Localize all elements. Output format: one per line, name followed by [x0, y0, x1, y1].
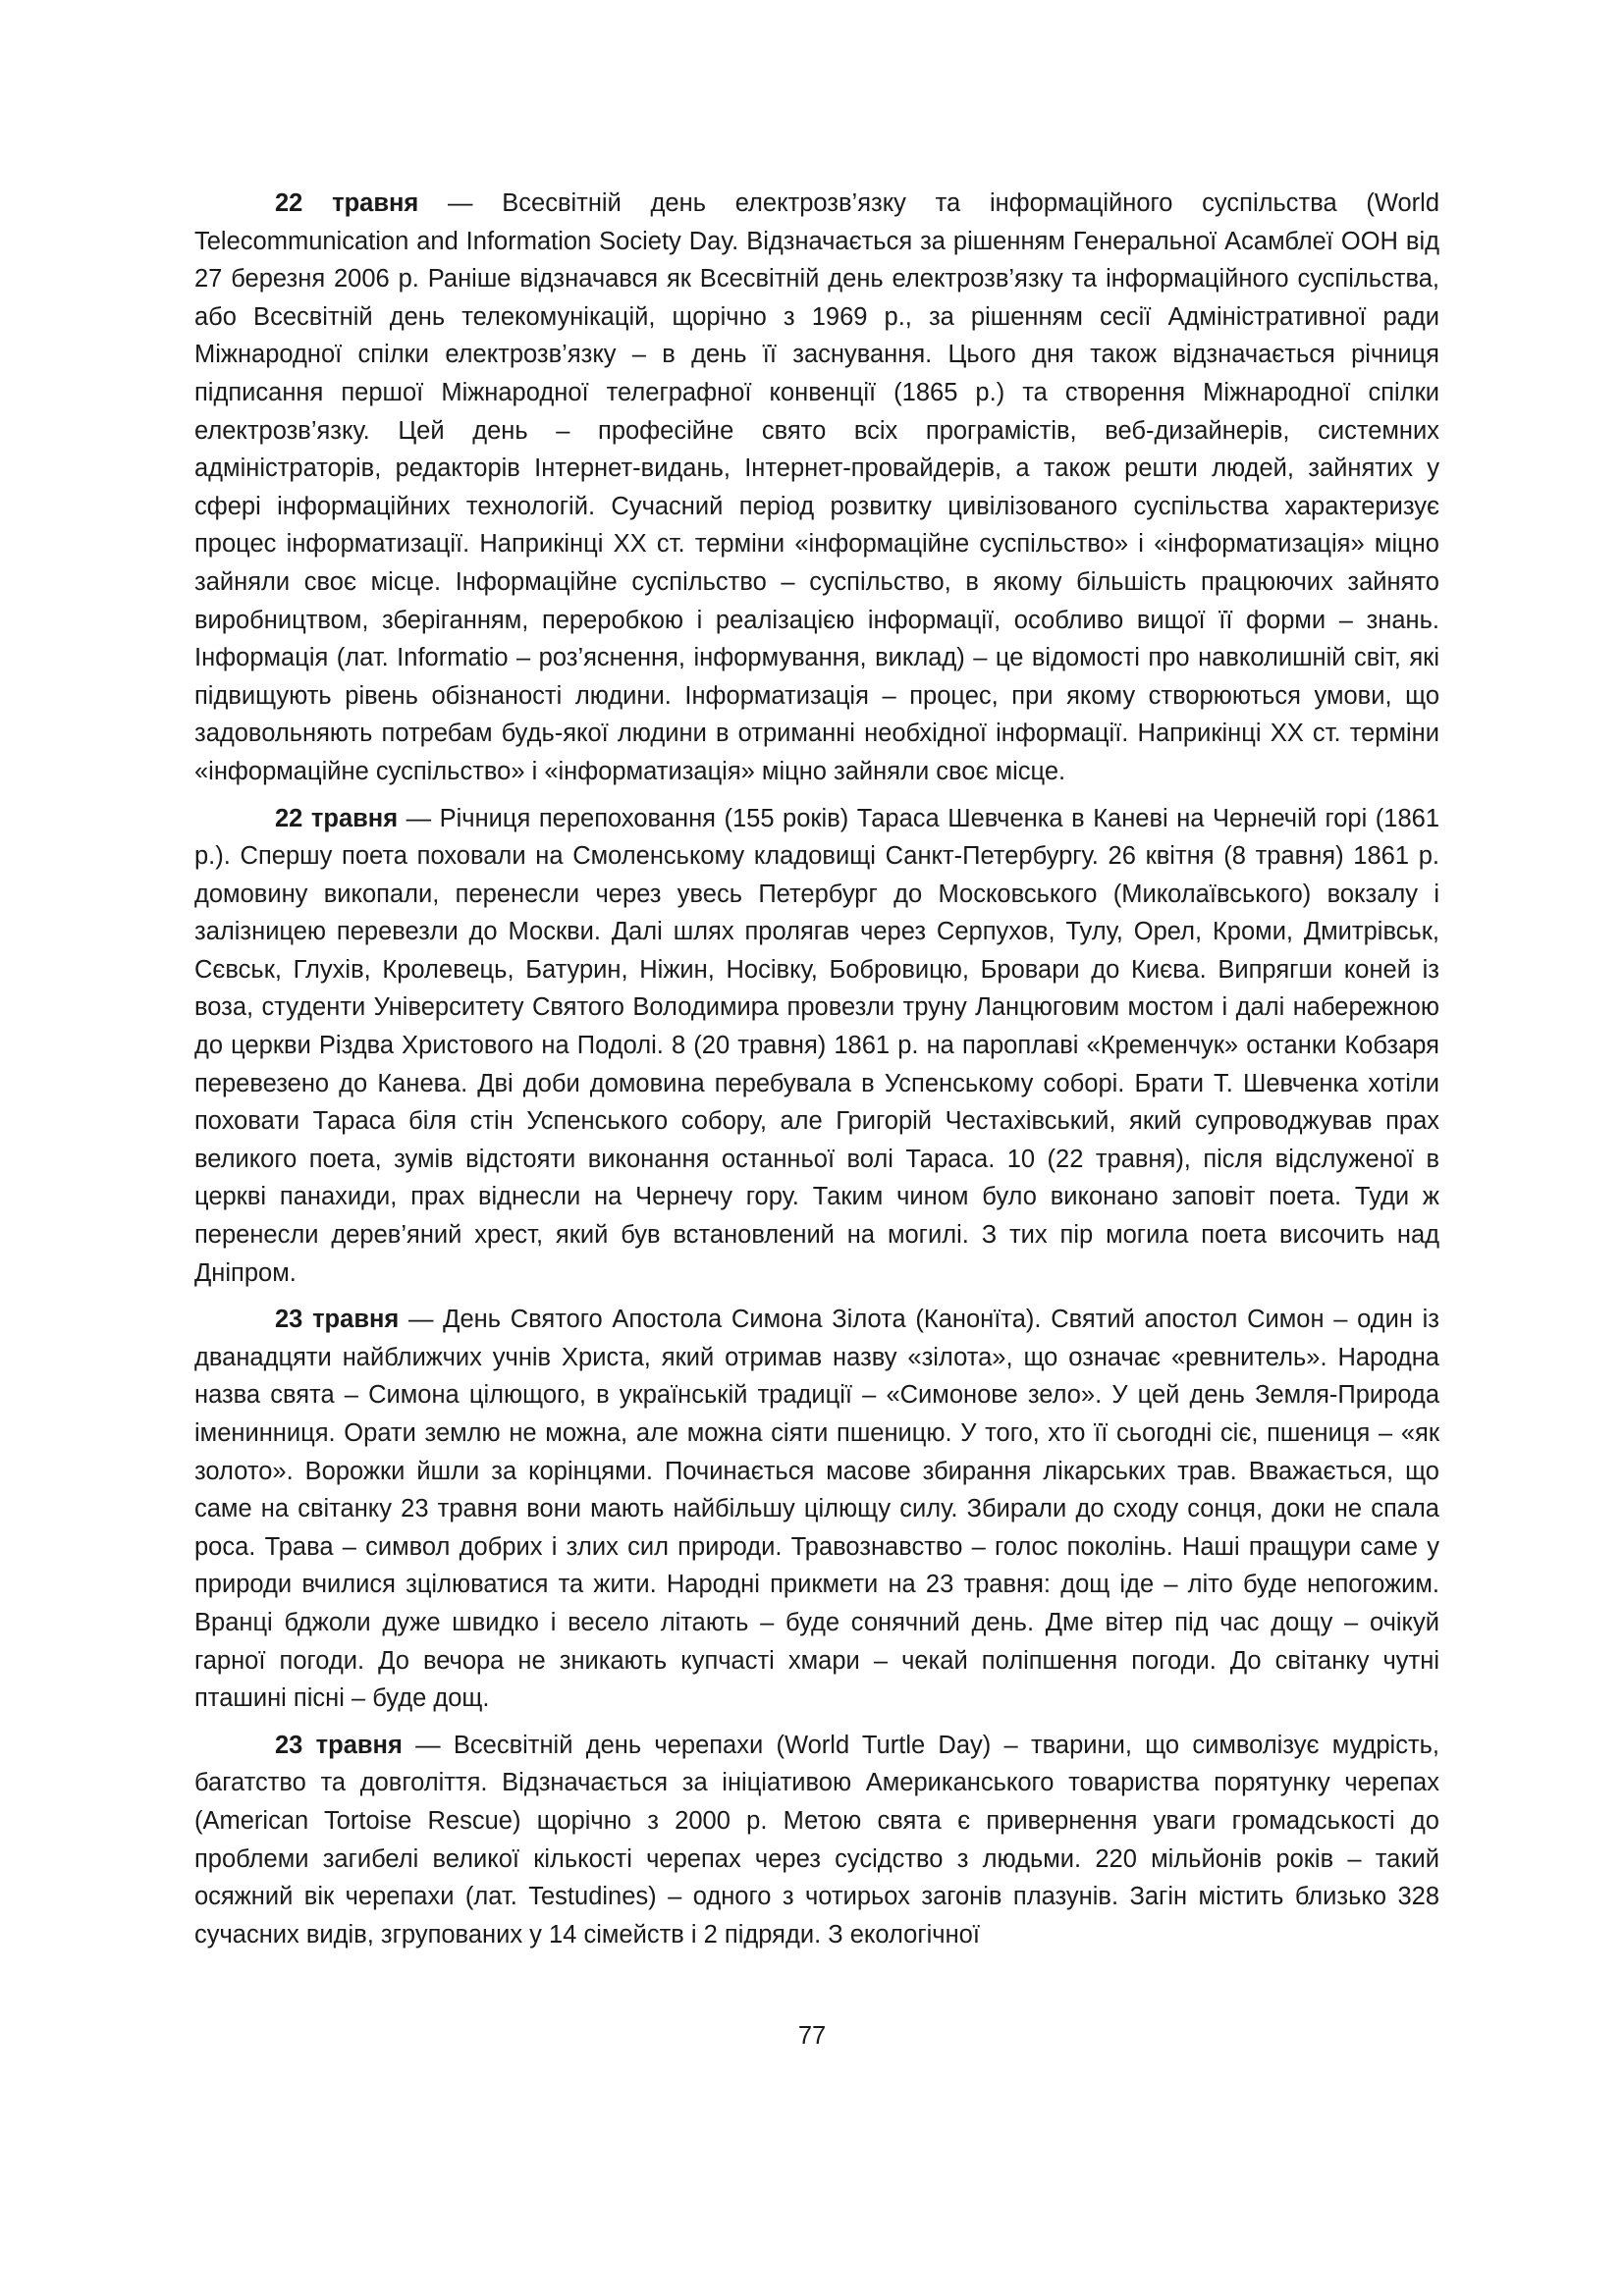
document-body — [194, 185, 1439, 1962]
paragraph-world-turtle-day — [194, 1727, 1439, 1954]
paragraph-simon-zealot-day — [194, 1301, 1439, 1718]
page-number: 77 — [797, 2022, 827, 2050]
paragraph-text: — Всесвітній день черепахи (World Turtle Day) – тварини, що символізує мудрість, багатство та довголіття. Відзначається за ініціативою Американського товариства порятунку черепах (American Tortoise Rescue) щорічно з 2000 р. Метою свята є привернення уваги громадськості до проблеми загибелі великої кількості черепах через сусідство з людьми. 220 мільйонів років – такий осяжний вік черепахи (лат. Testudines) – одного з чотирьох загонів плазунів. Загін містить близько 328 сучасних видів, згрупованих у 14 сімейств і 2 підряди. З екологічної — [194, 1731, 1439, 1949]
paragraph-text: — Всесвітній день електрозв’язку та інформаційного суспільства (World Telecommunication and Information Society Day. Відзначається за рішенням Генеральної Асамблеї ООН від 27 березня 2006 р. Раніше відзначався як Всесвітній день електрозв’язку та інформаційного суспільства, або Всесвітній день телекомунікацій, щорічно з 1969 р., за рішенням сесії Адміністративної ради Міжнародної спілки електрозв’язку – в день її заснування. Цього дня також відзначається річниця підписання першої Міжнародної телеграфної конвенції (1865 р.) та створення Міжнародної спілки електрозв’язку. Цей день – професійне свято всіх програмістів, веб-дизайнерів, системних адміністраторів, редакторів Інтернет-видань, Інтернет-провайдерів, а також решти людей, зайнятих у сфері інформаційних технологій. Сучасний період розвитку цивілізованого суспільства характеризує процес інформатизації. Наприкінці XX ст. терміни «інформаційне суспільство» і «інформатизація» міцно зайняли своє місце. Інформаційне суспільство – суспільство, в якому більшість працюючих зайнято виробництвом, зберіганням, переробкою і реалізацією інформації, особливо вищої її форми – знань. Інформація (лат. Informatio – роз’яснення, інформування, виклад) – це відомості про навколишній світ, які підвищують рівень обізнаності людини. Інформатизація – процес, при якому створюються умови, що задовольняють потребам будь-якої людини в отриманні необхідної інформації. Наприкінці XX ст. терміни «інформаційне суспільство» і «інформатизація» міцно зайняли своє місце. — [194, 189, 1439, 785]
paragraph-date: 22 травня — [275, 189, 419, 217]
paragraph-date: 23 травня — [275, 1731, 403, 1759]
paragraph-date: 22 травня — [275, 804, 399, 832]
paragraph-date: 23 травня — [275, 1306, 400, 1334]
paragraph-text: — Річниця перепоховання (155 років) Тараса Шевченка в Каневі на Чернечій горі (1861 р.). Спершу поета поховали на Смоленському кладовищі Санкт-Петербургу. 26 квітня (8 травня) 1861 р. домовину викопали, перенесли через увесь Петербург до Московського (Миколаївського) вокзалу і залізницею перевезли до Москви. Далі шлях пролягав через Серпухов, Тулу, Орел, Кроми, Дмитрівськ, Сєвськ, Глухів, Кролевець, Батурин, Ніжин, Носівку, Бобровицю, Бровари до Києва. Випрягши коней із воза, студенти Університету Святого Володимира провезли труну Ланцюговим мостом і далі набережною до церкви Різдва Христового на Подолі. 8 (20 травня) 1861 р. на пароплаві «Кременчук» останки Кобзаря перевезено до Канева. Дві доби домовина перебувала в Успенському соборі. Брати Т. Шевченка хотіли поховати Тараса біля стін Успенського собору, але Григорій Честахівський, який супроводжував прах великого поета, зумів відстояти виконання останньої волі Тараса. 10 (22 травня), після відслуженої в церкві панахиди, прах віднесли на Чернечу гору. Таким чином було виконано заповіт поета. Туди ж перенесли дерев’яний хрест, який був встановлений на могилі. З тих пір могила поета височить над Дніпром. — [194, 804, 1439, 1287]
paragraph-shevchenko-reburial — [194, 800, 1439, 1293]
paragraph-world-telecommunication-day — [194, 185, 1439, 791]
paragraph-text: — День Святого Апостола Симона Зілота (Канонїта). Святий апостол Симон – один із дванадцяти найближчих учнів Христа, який отримав назву «зілота», що означає «ревнитель». Народна назва свята – Симона цілющого, в українській традиції – «Симонове зело». У цей день Земля-Природа іменинниця. Орати землю не можна, але можна сіяти пшеницю. У того, хто її сьогодні сіє, пшениця – «як золото». Ворожки йшли за корінцями. Починається масове збирання лікарських трав. Вважається, що саме на світанку 23 травня вони мають найбільшу цілющу силу. Збирали до сходу сонця, доки не спала роса. Трава – символ добрих і злих сил природи. Травознавство – голос поколінь. Наші пращури саме у природи вчилися зцілюватися та жити. Народні прикмети на 23 травня: дощ іде – літо буде непогожим. Вранці бджоли дуже швидко і весело літають – буде сонячний день. Дме вітер під час дощу – очікуй гарної погоди. До вечора не зникають купчасті хмари – чекай поліпшення погоди. До світанку чутні пташині пісні – буде дощ. — [194, 1306, 1439, 1713]
